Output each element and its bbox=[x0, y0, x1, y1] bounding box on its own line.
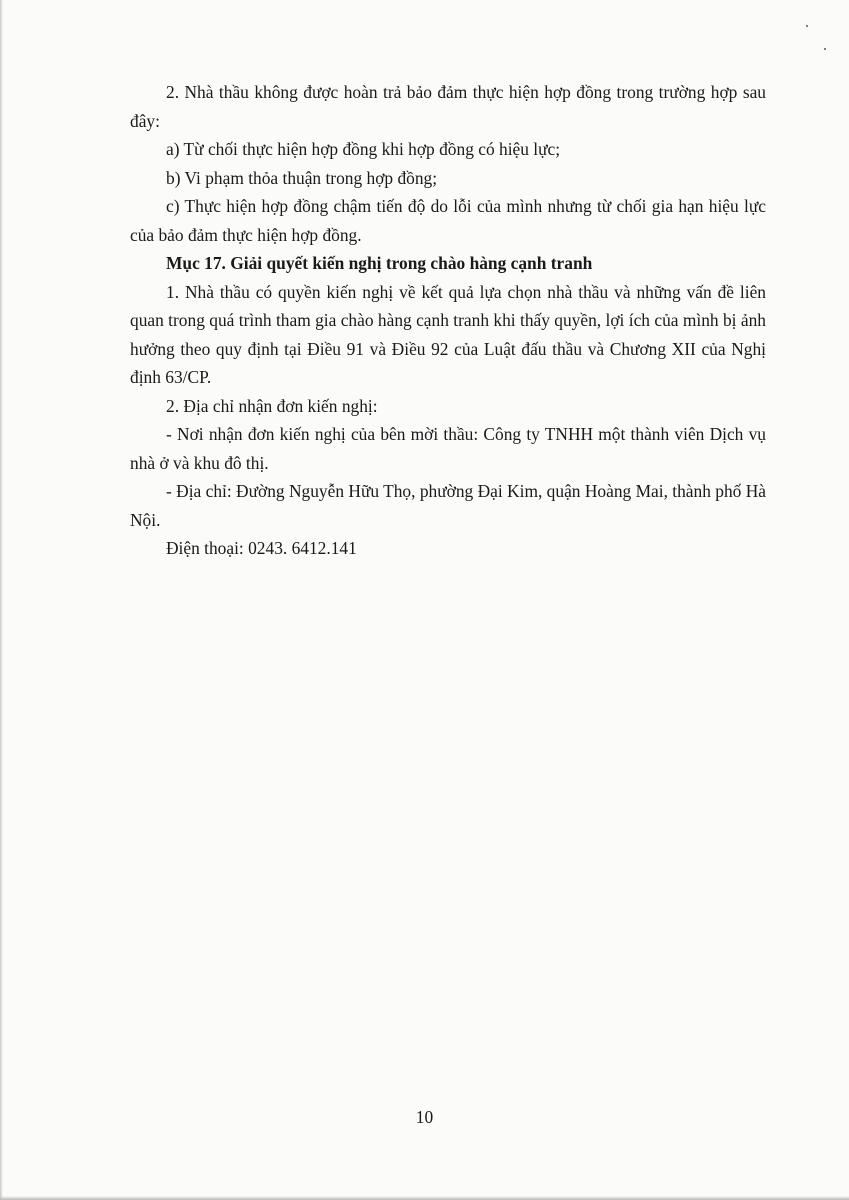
list-item-a: a) Từ chối thực hiện hợp đồng khi hợp đồng có hiệu lực; bbox=[166, 139, 561, 159]
scan-edge-left bbox=[0, 0, 3, 1200]
paragraph-address-heading: 2. Địa chỉ nhận đơn kiến nghị: bbox=[166, 395, 378, 416]
document-body bbox=[130, 78, 766, 563]
paragraph-phone: Điện thoại: 0243. 6412.141 bbox=[166, 538, 357, 558]
page-number: 10 bbox=[415, 1107, 434, 1127]
scan-speck bbox=[806, 25, 808, 27]
list-item-b: b) Vi phạm thỏa thuận trong hợp đồng; bbox=[166, 167, 438, 188]
scan-speck bbox=[824, 48, 826, 50]
paragraph-address: - Địa chỉ: Đường Nguyễn Hữu Thọ, phường Đại Kim, quận Hoàng Mai, thành phố Hà Nội. bbox=[130, 481, 766, 530]
list-item-c: c) Thực hiện hợp đồng chậm tiến độ do lỗi của mình nhưng từ chối gia hạn hiệu lực của bảo đảm thực hiện hợp đồng. bbox=[130, 196, 766, 245]
scan-edge-bottom bbox=[0, 1196, 849, 1200]
paragraph-right-to-complain: 1. Nhà thầu có quyền kiến nghị về kết quả lựa chọn nhà thầu và những vấn đề liên quan trong quá trình tham gia chào hàng cạnh tranh khi thấy quyền, lợi ích của mình bị ảnh hưởng theo quy định tại Điều 91 và Điều 92 của Luật đấu thầu và Chương XII của Nghị định 63/CP. bbox=[130, 281, 766, 387]
paragraph-receiver: - Nơi nhận đơn kiến nghị của bên mời thầu: Công ty TNHH một thành viên Dịch vụ nhà ở và khu đô thị. bbox=[130, 424, 766, 473]
section-heading: Mục 17. Giải quyết kiến nghị trong chào hàng cạnh tranh bbox=[166, 253, 593, 273]
paragraph-return-guarantee: 2. Nhà thầu không được hoàn trả bảo đảm thực hiện hợp đồng trong trường hợp sau đây: bbox=[130, 82, 766, 131]
